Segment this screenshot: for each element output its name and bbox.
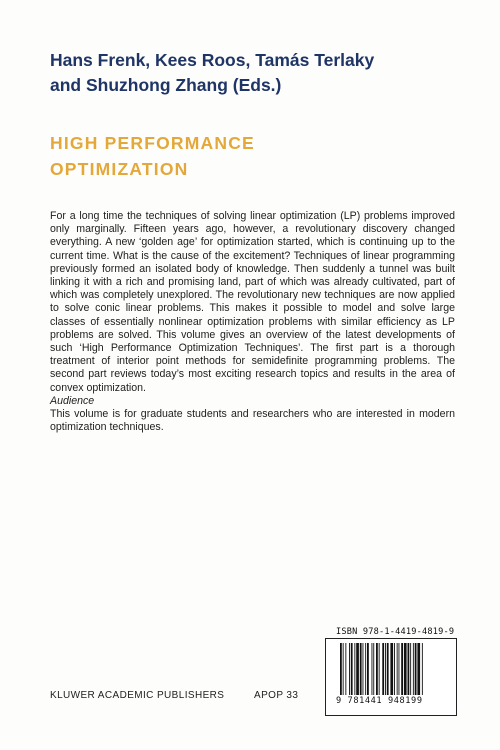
authors-line-1: Hans Frenk, Kees Roos, Tamás Terlaky (50, 50, 375, 70)
isbn-label: ISBN 978-1-4419-4819-9 (336, 627, 455, 637)
barcode (325, 638, 457, 716)
series-number: APOP 33 (254, 690, 299, 701)
audience-text: This volume is for graduate students and researchers who are interested in modern optimization techniques. (50, 408, 455, 434)
title-line-2: OPTIMIZATION (50, 159, 189, 179)
author-list (50, 48, 470, 98)
publisher-name: KLUWER ACADEMIC PUBLISHERS (50, 690, 225, 701)
book-title (50, 130, 470, 182)
audience-heading: Audience (50, 395, 95, 407)
book-description: For a long time the techniques of solving linear optimization (LP) problems improved only marginally. Fifteen years ago, however, a revolutionary discovery changed everything. A new ‘golden age’ for optimization started, which is continuing up to the current time. What is the cause of the excitement? Techniques of linear programming previously formed an isolated body of knowledge. Then suddenly a tunnel was built linking it with a rich and promising land, part of which was already cultivated, part of which was completely unexplored. The revolutionary new techniques are now applied to solve conic linear problems. This makes it possible to model and solve large classes of essentially nonlinear optimization problems with similar efficiency as LP problems are solved. This volume gives an overview of the latest developments of such ‘High Performance Optimization Techniques’. The first part is a thorough treatment of interior point methods for semidefinite programming problems. The second part reviews today’s most exciting research topics and results in the area of convex optimization. (50, 210, 455, 394)
barcode-bars (340, 643, 442, 697)
title-line-1: HIGH PERFORMANCE (50, 133, 255, 153)
authors-line-2: and Shuzhong Zhang (Eds.) (50, 75, 282, 95)
barcode-digits: 9 781441 948199 (336, 696, 423, 706)
